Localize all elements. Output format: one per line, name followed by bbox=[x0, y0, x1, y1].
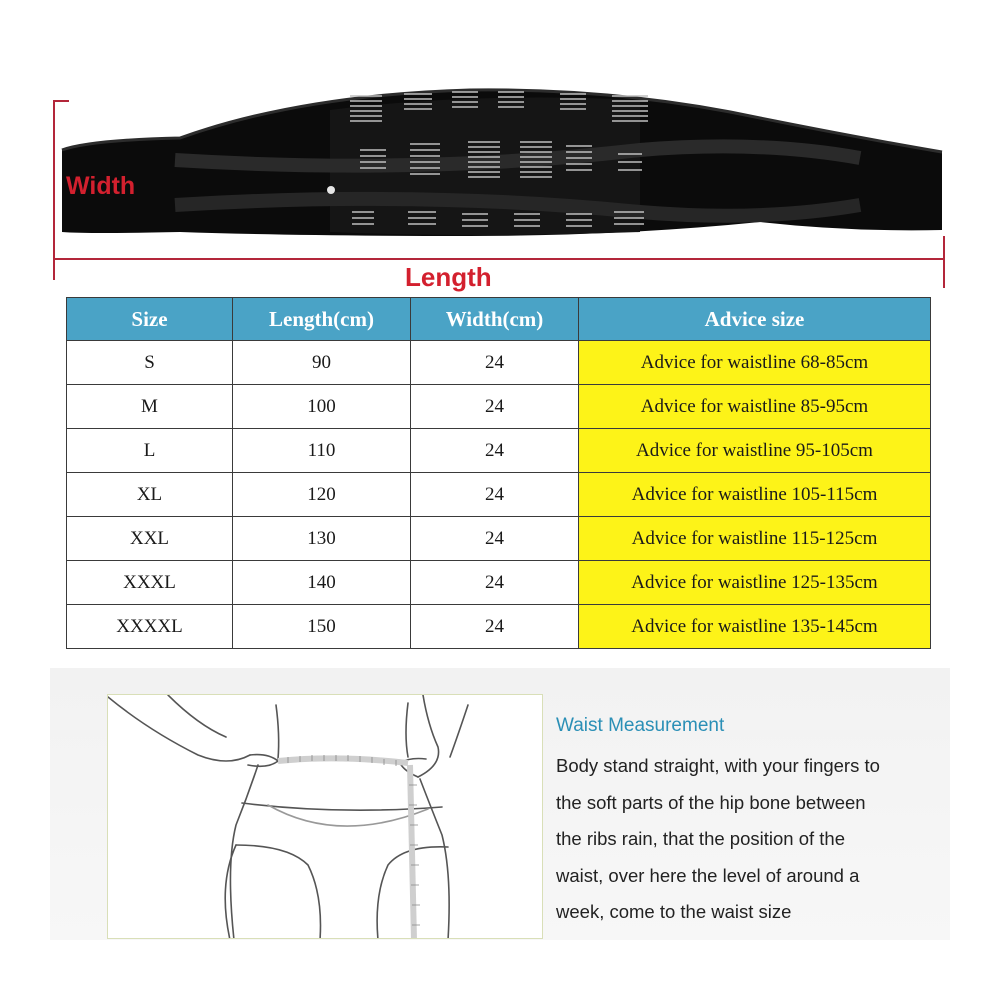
cell-length: 130 bbox=[233, 517, 411, 561]
body-outline-illustration bbox=[108, 695, 543, 939]
table-header-row bbox=[67, 298, 931, 341]
cell-width: 24 bbox=[411, 517, 579, 561]
cell-width: 24 bbox=[411, 561, 579, 605]
cell-advice: Advice for waistline 105-115cm bbox=[579, 473, 931, 517]
instruction-line: week, come to the waist size bbox=[556, 901, 792, 922]
table-row bbox=[67, 385, 931, 429]
waist-measurement-figure bbox=[107, 694, 543, 939]
cell-length: 110 bbox=[233, 429, 411, 473]
waist-measurement-title: Waist Measurement bbox=[556, 715, 725, 736]
cell-size: XXL bbox=[67, 517, 233, 561]
cell-size: XXXL bbox=[67, 561, 233, 605]
instruction-line: Body stand straight, with your fingers to bbox=[556, 755, 880, 776]
table-row bbox=[67, 517, 931, 561]
cell-size: XXXXL bbox=[67, 605, 233, 649]
measuring-tape bbox=[278, 758, 408, 763]
cell-advice: Advice for waistline 68-85cm bbox=[579, 341, 931, 385]
table-row bbox=[67, 605, 931, 649]
cell-width: 24 bbox=[411, 473, 579, 517]
width-dimension-cap-top bbox=[53, 100, 69, 102]
cell-width: 24 bbox=[411, 385, 579, 429]
cell-length: 120 bbox=[233, 473, 411, 517]
cell-length: 150 bbox=[233, 605, 411, 649]
belt-illustration bbox=[0, 0, 1000, 295]
header-width: Width(cm) bbox=[411, 298, 579, 341]
instruction-line: the soft parts of the hip bone between bbox=[556, 791, 866, 813]
cell-width: 24 bbox=[411, 341, 579, 385]
length-dimension-line bbox=[53, 258, 945, 260]
table-row bbox=[67, 429, 931, 473]
cell-advice: Advice for waistline 95-105cm bbox=[579, 429, 931, 473]
length-dimension-cap-right bbox=[943, 236, 945, 288]
cell-advice: Advice for waistline 125-135cm bbox=[579, 561, 931, 605]
length-label: Length bbox=[405, 262, 492, 292]
table-row bbox=[67, 561, 931, 605]
table-row bbox=[67, 473, 931, 517]
cell-advice: Advice for waistline 85-95cm bbox=[579, 385, 931, 429]
measuring-tape-hanging bbox=[410, 765, 414, 939]
belt-rivet bbox=[327, 186, 335, 194]
header-advice: Advice size bbox=[579, 298, 931, 341]
cell-advice: Advice for waistline 115-125cm bbox=[579, 517, 931, 561]
width-dimension-line bbox=[53, 100, 55, 280]
cell-length: 90 bbox=[233, 341, 411, 385]
cell-length: 140 bbox=[233, 561, 411, 605]
width-label: Width bbox=[66, 172, 136, 200]
cell-size: M bbox=[67, 385, 233, 429]
belt-image bbox=[0, 0, 1000, 295]
cell-width: 24 bbox=[411, 429, 579, 473]
table-row bbox=[67, 341, 931, 385]
header-size: Size bbox=[67, 298, 233, 341]
header-length: Length(cm) bbox=[233, 298, 411, 341]
size-chart-table bbox=[66, 297, 931, 649]
cell-size: L bbox=[67, 429, 233, 473]
cell-width: 24 bbox=[411, 605, 579, 649]
cell-size: XL bbox=[67, 473, 233, 517]
waist-measurement-instructions bbox=[556, 748, 951, 931]
instruction-line: waist, over here the level of around a bbox=[556, 864, 860, 886]
instruction-line: the ribs rain, that the position of the bbox=[556, 828, 845, 849]
cell-size: S bbox=[67, 341, 233, 385]
cell-length: 100 bbox=[233, 385, 411, 429]
cell-advice: Advice for waistline 135-145cm bbox=[579, 605, 931, 649]
